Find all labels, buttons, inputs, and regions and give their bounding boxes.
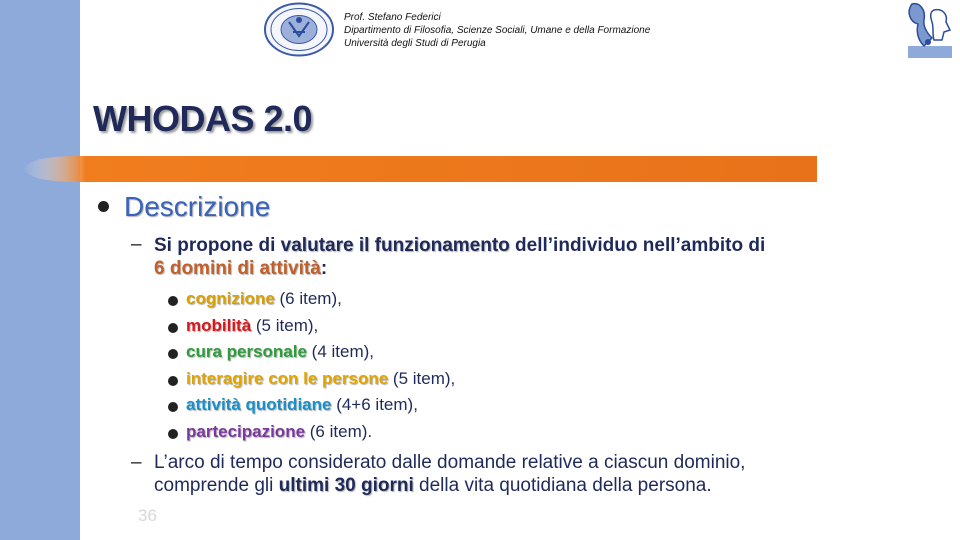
header-author: Prof. Stefano Federici — [344, 12, 441, 23]
bullet-icon — [168, 323, 178, 333]
highlight-domini: 6 domini di attività — [154, 258, 321, 279]
domain-name: interagire con le persone — [186, 368, 389, 388]
university-seal-icon — [263, 2, 335, 57]
domain-detail: (4 item), — [306, 342, 375, 361]
text-run: dell’individuo nell’ambito di — [509, 235, 766, 256]
page-number: 36 — [138, 506, 157, 525]
text-run: : — [320, 258, 328, 279]
domain-name: cura personale — [186, 342, 307, 361]
section-heading-text: Descrizione — [124, 191, 271, 222]
text-run: L’arco di tempo considerato dalle domande relative a ciascun dominio, — [154, 452, 746, 473]
text-run: Si propone di — [154, 235, 281, 256]
paragraph-description — [154, 234, 765, 280]
domain-detail: (6 item). — [305, 421, 373, 441]
domain-detail: (5 item), — [388, 368, 456, 388]
header-university: Università degli Studi di Perugia — [344, 38, 486, 49]
highlight-valutare: valutare il funzionamento — [280, 235, 510, 256]
bullet-icon — [168, 296, 178, 306]
bullet-icon — [168, 402, 178, 412]
dash-icon: – — [131, 234, 142, 255]
bullet-icon — [168, 376, 178, 386]
text-run: della vita quotidiana della persona. — [413, 475, 712, 496]
bullet-icon — [98, 201, 109, 212]
list-item-text — [186, 342, 374, 362]
list-item-text — [186, 395, 418, 415]
domain-detail: (6 item), — [274, 289, 342, 308]
title-underline-bar — [22, 156, 817, 182]
header-department: Dipartimento di Filosofia, Scienze Sociali, Umane e della Formazione — [344, 25, 651, 36]
paragraph-timeframe — [154, 451, 745, 497]
bullet-icon — [168, 429, 178, 439]
dash-icon: – — [131, 452, 142, 473]
list-item-text — [186, 316, 318, 336]
bullet-icon — [168, 349, 178, 359]
slide-title: WHODAS 2.0 — [93, 98, 313, 139]
slide-header — [344, 11, 650, 50]
domain-detail: (4+6 item), — [331, 395, 418, 414]
department-logo-icon — [898, 0, 960, 60]
domain-name: mobilità — [186, 315, 252, 335]
highlight-ultimi-30-giorni: ultimi 30 giorni — [278, 475, 414, 496]
list-item-text — [186, 369, 455, 389]
domain-name: cognizione — [186, 289, 275, 308]
text-run: comprende gli — [154, 475, 279, 496]
domain-detail: (5 item), — [251, 315, 319, 335]
left-decorative-band — [0, 0, 80, 540]
list-item-text — [186, 289, 342, 309]
domain-name: partecipazione — [186, 421, 306, 441]
domain-name: attività quotidiane — [186, 395, 332, 414]
list-item-text — [186, 422, 372, 442]
